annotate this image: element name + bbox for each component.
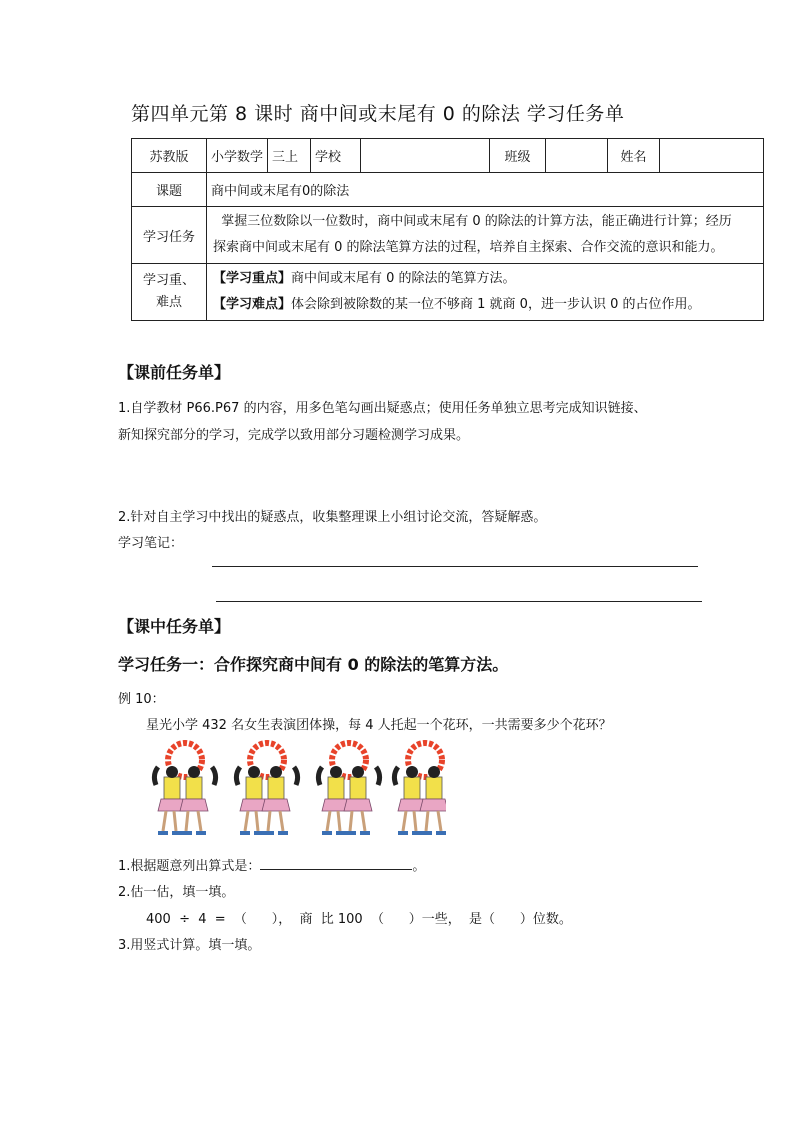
topic-label: 课题 — [132, 173, 207, 207]
name-label: 姓名 — [608, 139, 660, 173]
key-point-line — [213, 266, 757, 292]
class-field[interactable] — [546, 139, 608, 173]
key-point-text: 商中间或末尾有 0 的除法的笔算方法。 — [291, 271, 516, 286]
grade-cell: 三上 — [268, 139, 311, 173]
question-1 — [118, 855, 425, 874]
difficulty-tag: 【学习难点】 — [213, 297, 292, 312]
question-2-expression: 400 ÷ 4 = （ ）， 商 比 100 （ ）一些， 是（ ）位数。 — [146, 912, 572, 927]
pre-item-1-line-1: 1.自学教材 P66.P67 的内容，用多色笔勾画出疑惑点；使用任务单独立思考完成知识链接、 — [118, 401, 647, 416]
task-line-1: 掌握三位数除以一位数时，商中间或末尾有 0 的除法的计算方法，能正确进行计算；经历 — [213, 214, 732, 229]
subject-cell: 小学数学 — [207, 139, 268, 173]
notes-line-1[interactable] — [212, 566, 698, 567]
question-1-suffix: 。 — [412, 859, 426, 874]
table-row — [132, 264, 764, 321]
problem-text: 星光小学 432 名女生表演团体操，每 4 人托起一个花环，一共需要多少个花环？ — [146, 718, 612, 733]
task-label: 学习任务 — [132, 207, 207, 264]
question-3: 3.用竖式计算。填一填。 — [118, 938, 261, 953]
difficulty-line — [213, 292, 757, 318]
in-class-heading: 【课中任务单】 — [118, 617, 231, 636]
notes-label: 学习笔记： — [118, 536, 184, 551]
girls-with-hoops-illustration — [150, 737, 446, 843]
topic-value: 商中间或末尾有0的除法 — [207, 173, 764, 207]
school-field[interactable] — [361, 139, 490, 173]
difficulty-text: 体会除到被除数的某一位不够商 1 就商 0，进一步认识 0 的占位作用。 — [291, 297, 701, 312]
key-label-line-1: 学习重、 — [142, 273, 195, 288]
pre-class-heading: 【课前任务单】 — [118, 363, 231, 382]
school-label: 学校 — [311, 139, 361, 173]
notes-line-2[interactable] — [216, 601, 702, 602]
info-table — [131, 138, 764, 321]
key-label-line-2: 难点 — [155, 295, 182, 310]
pre-item-2: 2.针对自主学习中找出的疑惑点，收集整理课上小组讨论交流，答疑解惑。 — [118, 510, 547, 525]
pre-item-1-line-2: 新知探究部分的学习，完成学以致用部分习题检测学习成果。 — [118, 428, 470, 443]
answer-blank-1[interactable] — [260, 857, 412, 870]
example-label: 例 10： — [118, 692, 165, 707]
question-1-prefix: 1.根据题意列出算式是： — [118, 859, 261, 874]
table-row — [132, 173, 764, 207]
task1-title: 学习任务一：合作探究商中间有 0 的除法的笔算方法。 — [118, 655, 509, 674]
key-points-label — [132, 264, 207, 321]
key-points-content — [207, 264, 764, 321]
edition-cell: 苏教版 — [132, 139, 207, 173]
task-line-2: 探索商中间或末尾有 0 的除法笔算方法的过程，培养自主探索、合作交流的意识和能力。 — [213, 240, 724, 255]
class-label: 班级 — [490, 139, 546, 173]
table-row — [132, 207, 764, 264]
key-point-tag: 【学习重点】 — [213, 271, 292, 286]
question-2: 2.估一估，填一填。 — [118, 885, 235, 900]
name-field[interactable] — [660, 139, 764, 173]
table-row — [132, 139, 764, 173]
task-content — [207, 207, 764, 264]
page-title: 第四单元第 8 课时 商中间或末尾有 0 的除法 学习任务单 — [131, 103, 625, 125]
